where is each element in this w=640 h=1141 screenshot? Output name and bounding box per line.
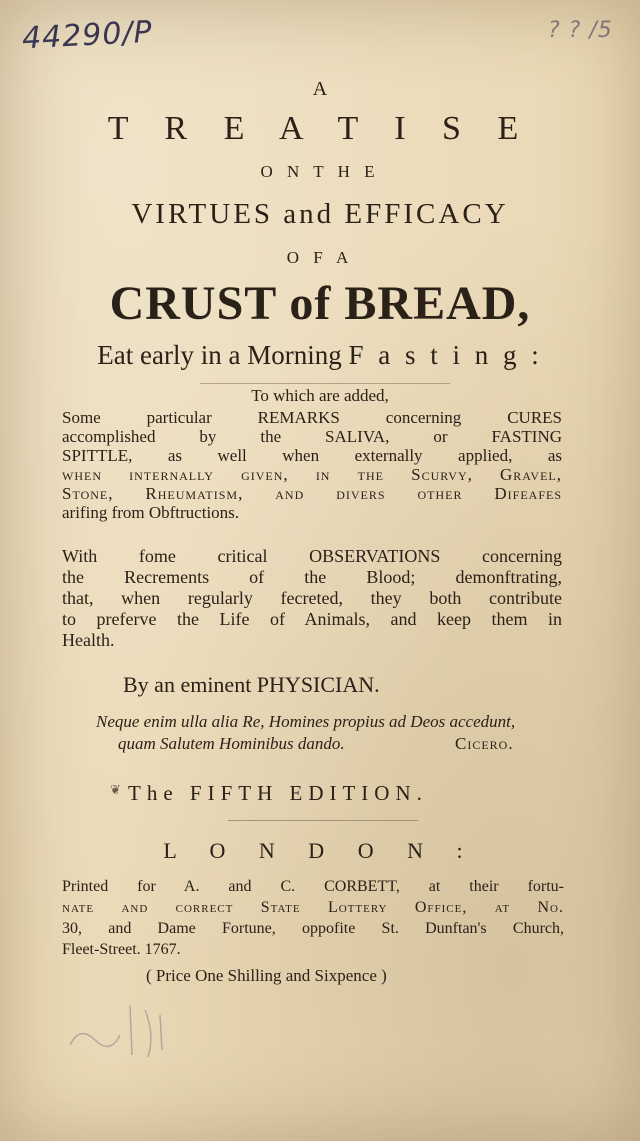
imprint-paragraph: [62, 876, 564, 960]
epigraph-line-1: Neque enim ulla alia Re, Homines propius ad Deos accedunt,: [96, 712, 516, 731]
pencil-scribble-mark: [60, 995, 180, 1065]
added-line: when internally given, in the Scurvy, Gravel,: [62, 465, 562, 484]
observations-paragraph: [62, 546, 562, 651]
title-crust: CRUST of BREAD,: [109, 277, 531, 330]
added-line: Stone, Rheumatism, and divers other Difeafes: [62, 484, 562, 503]
title-fasting: F a s t i n g :: [348, 340, 543, 370]
imprint-line: nate and correct State Lottery Office, at No.: [62, 899, 564, 916]
price-line: ( Price One Shilling and Sixpence ): [146, 966, 387, 985]
imprint-line: Fleet-Street. 1767.: [62, 941, 181, 958]
added-intro: To which are added,: [251, 386, 389, 405]
title-treatise: T R E A T I S E: [107, 110, 533, 147]
title-eat-early-main: Eat early in a Morning: [97, 340, 349, 370]
handwritten-shelfmark: 44290/P: [21, 14, 154, 57]
observations-line: Health.: [62, 630, 115, 650]
epigraph-line-2: quam Salutem Hominibus dando.: [118, 734, 345, 753]
divider-rule-edition: [228, 820, 418, 821]
handwritten-note: ? ? /5: [548, 18, 613, 43]
added-paragraph: [62, 408, 562, 522]
imprint-line: 30, and Dame Fortune, oppofite St. Dunftan's Church,: [62, 920, 564, 937]
added-line: SPITTLE, as well when externally applied, as: [62, 446, 562, 465]
observations-line: the Recrements of the Blood; demonftrating,: [62, 567, 562, 587]
added-line: accomplished by the SALIVA, or FASTING: [62, 427, 562, 446]
title-of-a: O F A: [286, 248, 354, 267]
title-virtues: VIRTUES and EFFICACY: [131, 198, 509, 230]
title-on-the: O N T H E: [260, 162, 380, 181]
imprint-line: Printed for A. and C. CORBETT, at their fortu-: [62, 878, 564, 895]
observations-line: that, when regularly fecreted, they both contribute: [62, 588, 562, 608]
printers-ornament-icon: ❦: [110, 782, 121, 797]
imprint-city: L O N D O N :: [163, 838, 477, 863]
divider-rule: [200, 383, 450, 384]
author-line: By an eminent PHYSICIAN.: [123, 672, 380, 697]
observations-line: With fome critical OBSERVATIONS concerning: [62, 546, 562, 566]
title-article: A: [312, 78, 328, 100]
title-eat-early: [0, 340, 640, 371]
added-line: Some particular REMARKS concerning CURES: [62, 408, 562, 427]
added-line: arifing from Obftructions.: [62, 503, 240, 522]
observations-line: to preferve the Life of Animals, and keep them in: [62, 609, 562, 629]
edition-line: The FIFTH EDITION.: [128, 781, 428, 805]
epigraph-source: Cicero.: [455, 734, 514, 753]
